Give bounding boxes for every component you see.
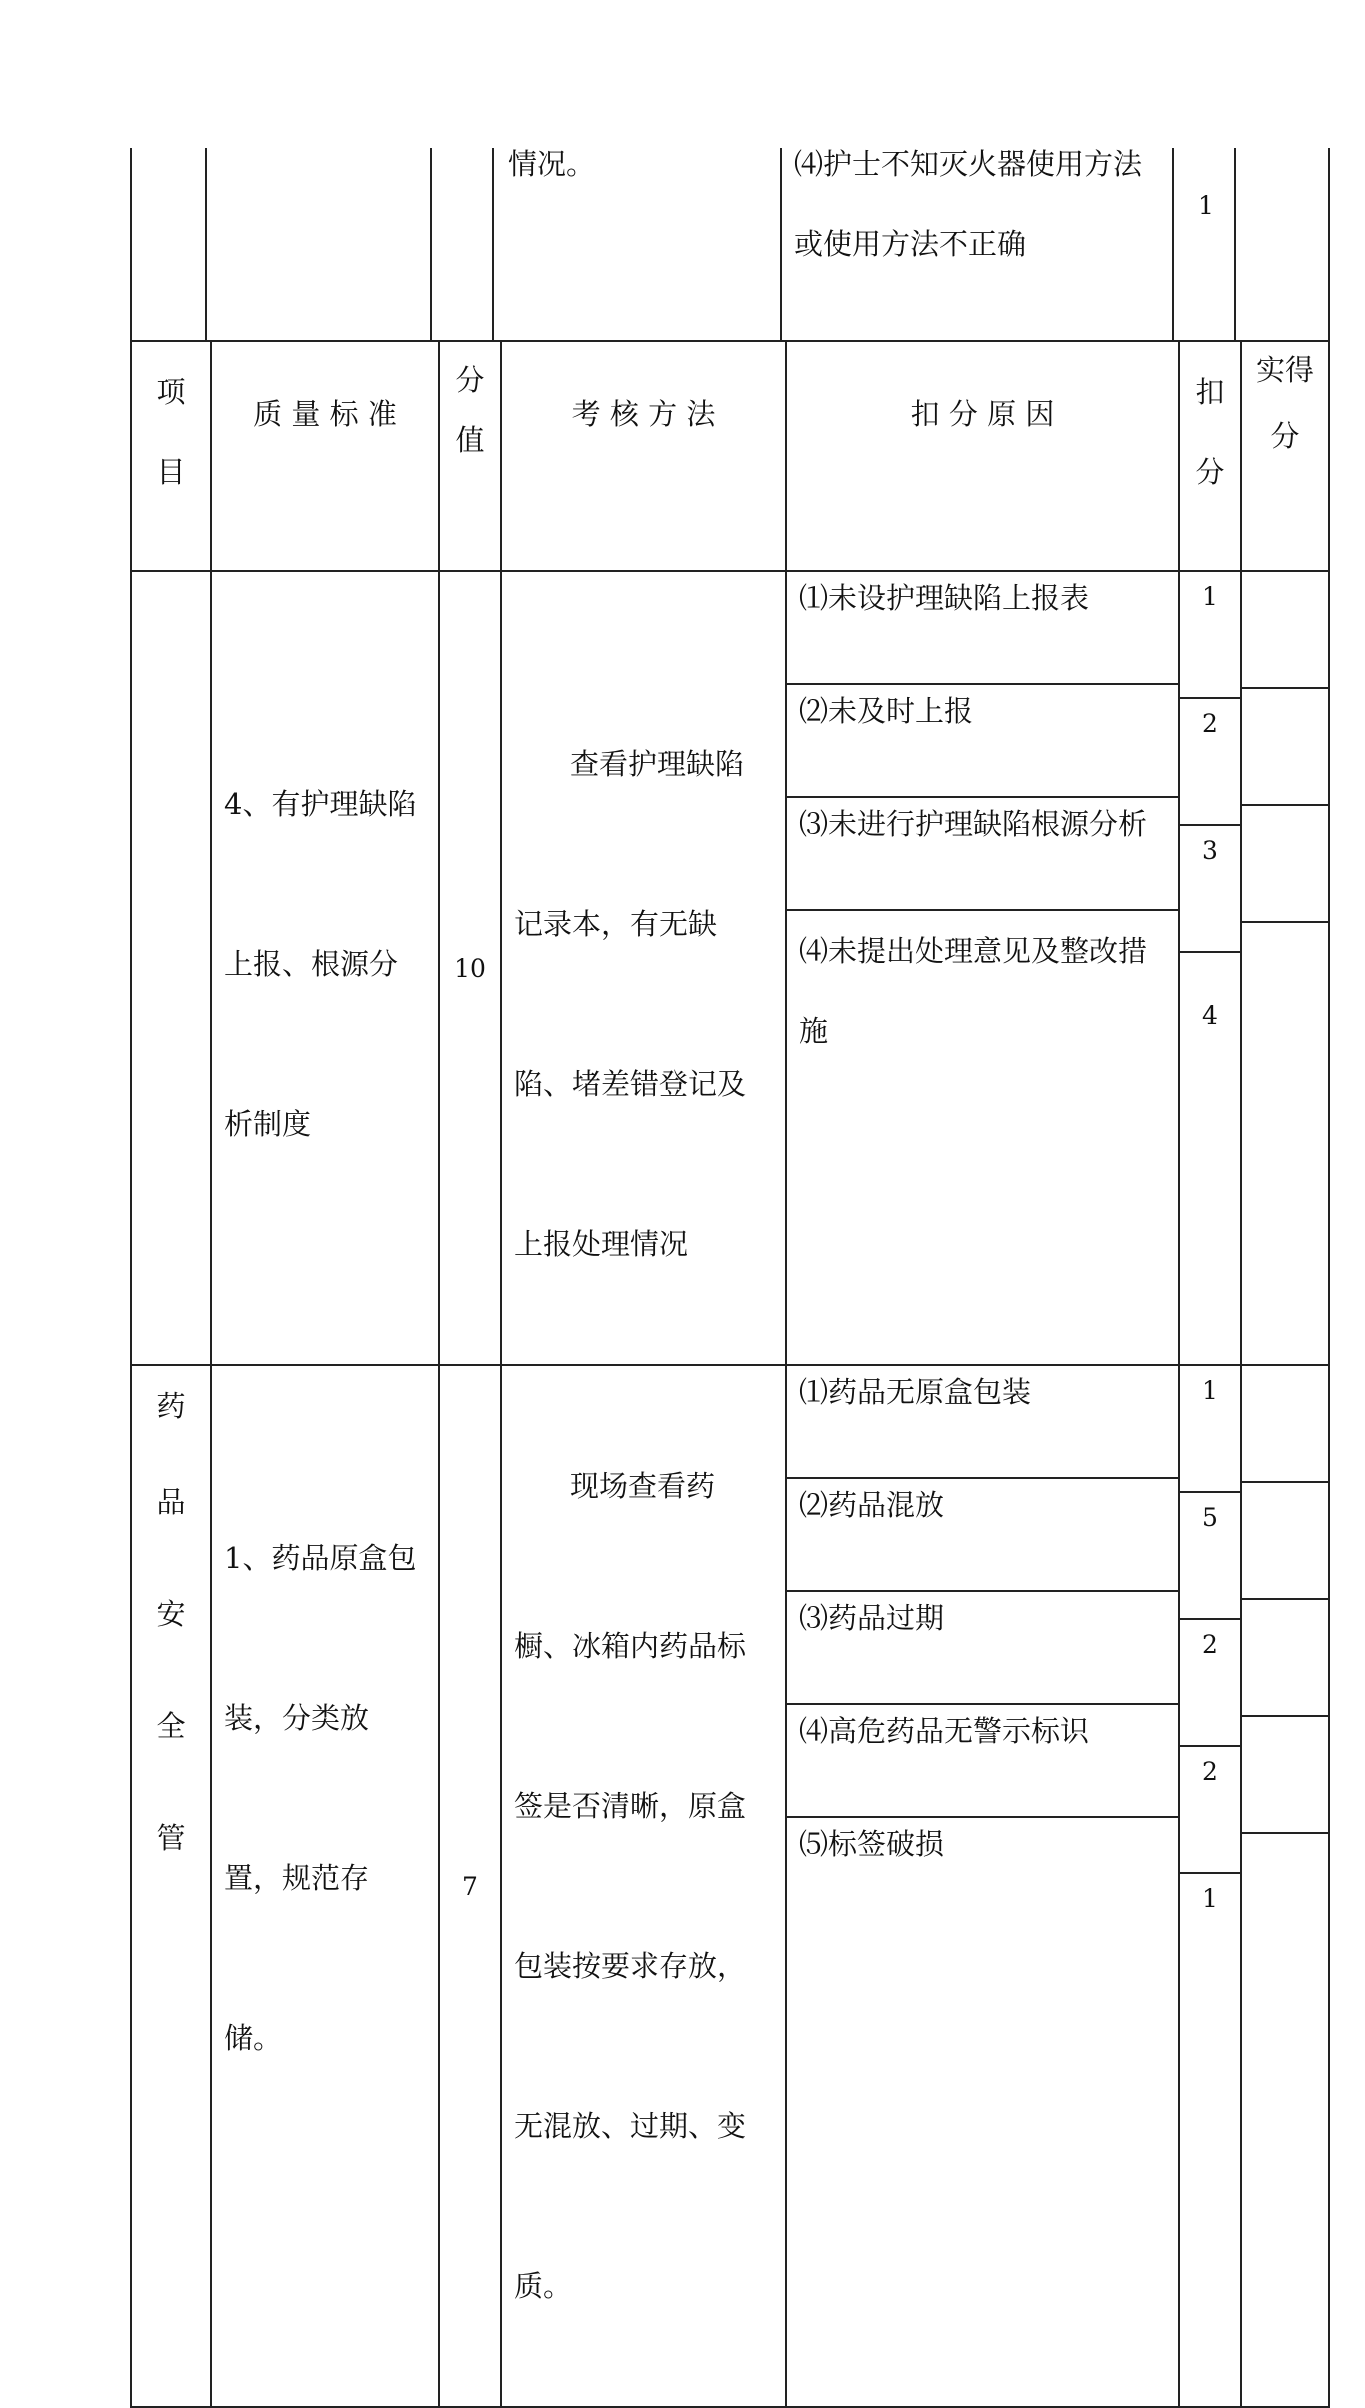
deduct-value: 5	[1180, 1493, 1240, 1620]
row-standard-cell: 4、有护理缺陷 上报、根源分 析制度	[211, 571, 439, 1365]
row-deduct-cell	[1179, 571, 1241, 1365]
row-item-cell	[131, 571, 211, 1365]
deduct-value: 4	[1202, 1001, 1218, 1030]
quality-standard-table	[130, 340, 1330, 2408]
header-reason: 扣 分 原 因	[786, 341, 1179, 571]
row-reasons-cell	[786, 1365, 1179, 2407]
actual-slot	[1242, 1600, 1328, 1717]
reason-item: ⑷高危药品无警示标识	[787, 1705, 1178, 1818]
header-row	[131, 341, 1329, 571]
header-standard: 质 量 标 准	[211, 341, 439, 571]
row-actual-cell	[1241, 571, 1329, 1365]
fragment-method-text: 情况。	[508, 147, 596, 181]
deduct-value: 2	[1180, 699, 1240, 826]
deduct-value: 1	[1180, 572, 1240, 699]
table-row	[131, 1365, 1329, 2407]
header-method: 考 核 方 法	[501, 341, 786, 571]
table-row	[131, 571, 1329, 1365]
actual-slot	[1242, 1717, 1328, 1834]
deduct-value: 3	[1180, 826, 1240, 953]
fragment-cell-standard	[207, 148, 432, 340]
actual-slot	[1242, 1483, 1328, 1600]
reason-item: ⑴药品无原盒包装	[787, 1366, 1178, 1479]
header-deduct: 扣 分	[1179, 341, 1241, 571]
actual-slot	[1242, 1834, 1328, 1947]
fragment-reason-line: ⑷护士不知灭火器使用方法	[794, 147, 1143, 181]
actual-slot	[1242, 923, 1328, 1119]
deduct-value: 1	[1180, 1366, 1240, 1493]
header-score: 分 值	[439, 341, 501, 571]
actual-slot	[1242, 1366, 1328, 1483]
actual-slot	[1242, 689, 1328, 806]
deduct-value: 2	[1180, 1620, 1240, 1747]
reason-item: ⑶未进行护理缺陷根源分析	[787, 798, 1178, 911]
row-score-cell: 10	[439, 571, 501, 1365]
row-score-cell: 7	[439, 1365, 501, 2407]
row-actual-cell	[1241, 1365, 1329, 2407]
row-method-cell: 查看护理缺陷 记录本，有无缺 陷、堵差错登记及 上报处理情况	[501, 571, 786, 1365]
actual-slot	[1242, 806, 1328, 923]
header-item: 项 目	[131, 341, 211, 571]
fragment-cell-score	[432, 148, 494, 340]
reason-item: ⑵药品混放	[787, 1479, 1178, 1592]
actual-slot	[1242, 572, 1328, 689]
fragment-cell-item	[132, 148, 207, 340]
table-fragment-top	[130, 148, 1330, 342]
header-actual: 实得 分	[1241, 341, 1329, 571]
reason-item: ⑵未及时上报	[787, 685, 1178, 798]
fragment-deduct-value: 1	[1198, 191, 1214, 220]
row-method-cell: 现场查看药 橱、冰箱内药品标 签是否清晰，原盒 包装按要求存放， 无混放、过期、变 质。	[501, 1365, 786, 2407]
reason-item: ⑸标签破损	[799, 1827, 945, 1861]
reason-item: ⑴未设护理缺陷上报表	[787, 572, 1178, 685]
deduct-value: 2	[1180, 1747, 1240, 1874]
reason-item: ⑷未提出处理意见及整改措 施	[799, 934, 1148, 1048]
fragment-reason-line: 或使用方法不正确	[794, 227, 1027, 261]
row-reasons-cell	[786, 571, 1179, 1365]
deduct-value: 1	[1202, 1884, 1218, 1913]
row-item-cell: 药 品 安 全 管	[131, 1365, 211, 2407]
row-standard-cell: 1、药品原盒包 装，分类放 置，规范存 储。	[211, 1365, 439, 2407]
row-deduct-cell	[1179, 1365, 1241, 2407]
fragment-cell-deduct	[1174, 148, 1236, 340]
reason-item: ⑶药品过期	[787, 1592, 1178, 1705]
